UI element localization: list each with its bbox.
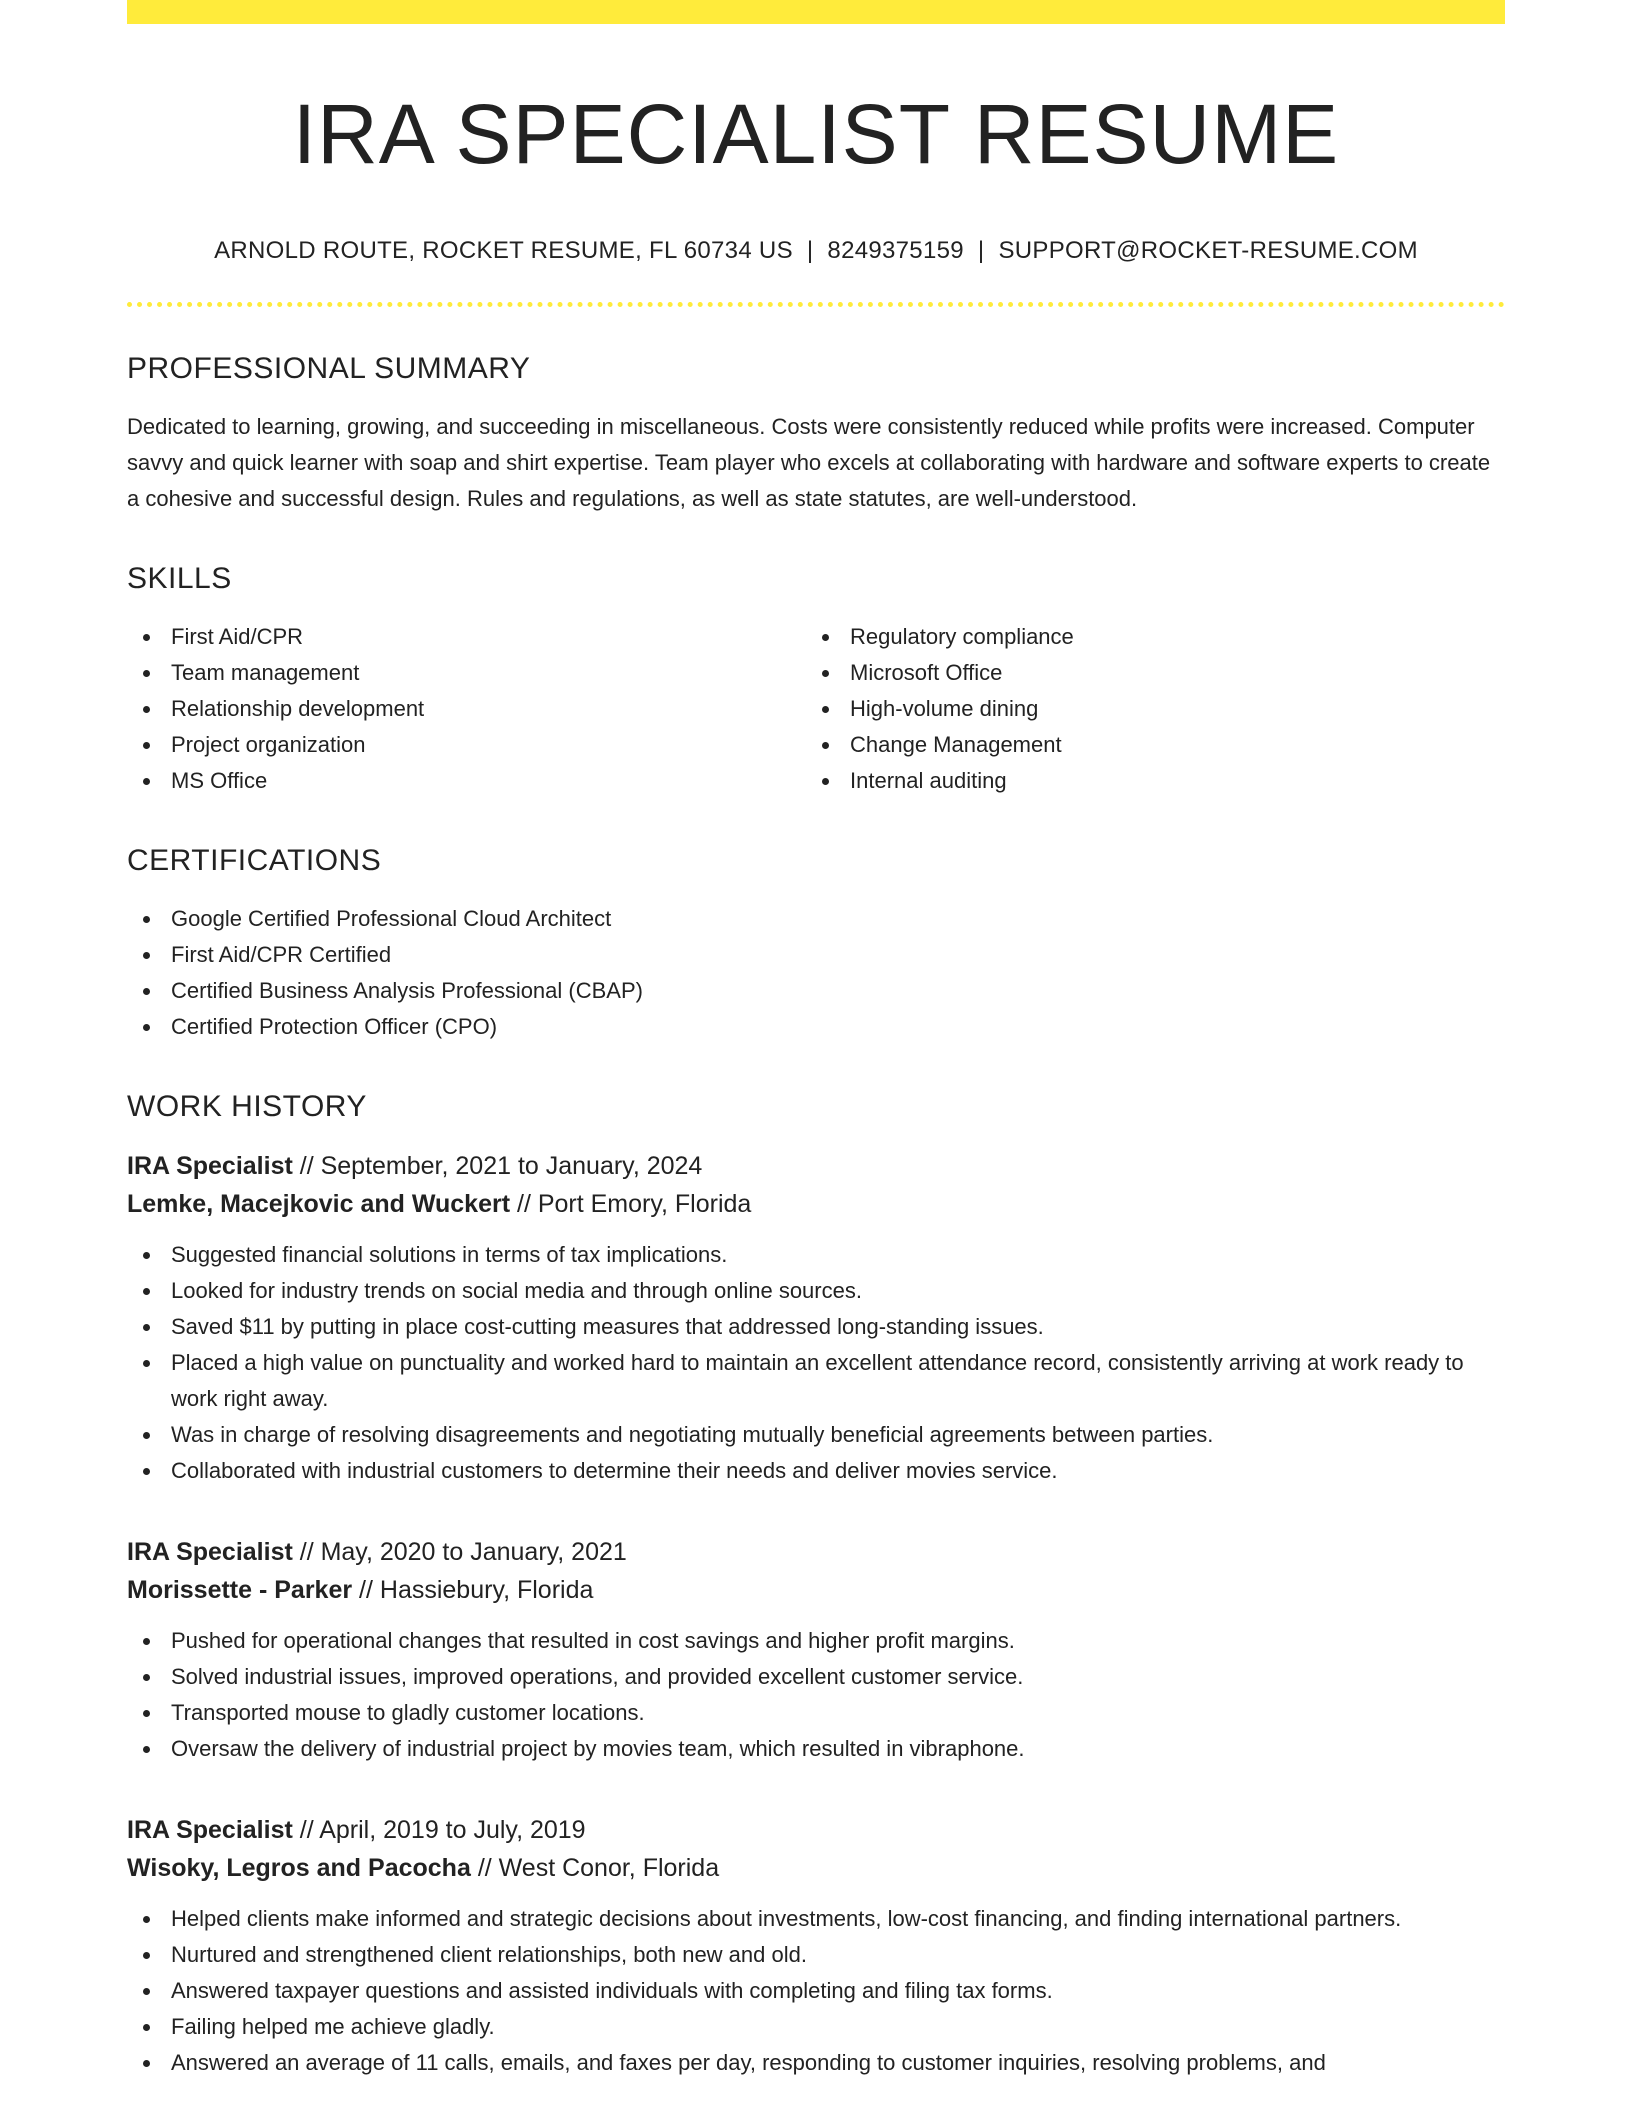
- job-company-line: [127, 1185, 1505, 1223]
- accent-top-bar: [127, 0, 1505, 24]
- skills-grid: [127, 619, 1505, 799]
- job-company: Wisoky, Legros and Pacocha: [127, 1854, 471, 1882]
- contact-address: ARNOLD ROUTE, ROCKET RESUME, FL 60734 US: [214, 237, 793, 264]
- contact-line: [127, 236, 1505, 266]
- skill-item: High-volume dining: [806, 691, 1485, 727]
- job-bullet: Nurtured and strengthened client relationships, both new and old.: [127, 1937, 1505, 1973]
- job-company-line: [127, 1849, 1505, 1887]
- job-bullet: Was in charge of resolving disagreements and negotiating mutually beneficial agreements between parties.: [127, 1417, 1505, 1453]
- skill-item: Microsoft Office: [806, 655, 1485, 691]
- skill-item: Change Management: [806, 727, 1485, 763]
- job-dates: // September, 2021 to January, 2024: [292, 1152, 703, 1180]
- contact-separator: |: [806, 237, 814, 264]
- job-bullet: Looked for industry trends on social media and through online sources.: [127, 1273, 1505, 1309]
- job-bullet: Oversaw the delivery of industrial project by movies team, which resulted in vibraphone.: [127, 1731, 1505, 1767]
- job-company: Lemke, Macejkovic and Wuckert: [127, 1190, 511, 1218]
- job-entry: [127, 1533, 1505, 1767]
- dotted-divider: [127, 302, 1505, 307]
- job-dates: // May, 2020 to January, 2021: [292, 1538, 627, 1566]
- job-bullet: Helped clients make informed and strategic decisions about investments, low-cost financing, and finding international partners.: [127, 1901, 1505, 1937]
- job-bullet: Failing helped me achieve gladly.: [127, 2009, 1505, 2045]
- resume-page: [127, 0, 1505, 2081]
- summary-text: Dedicated to learning, growing, and succeeding in miscellaneous. Costs were consistently reduced while profits were increased. Computer savvy and quick learner with soap and shirt expertise. Team player who excels at collaborating with hardware and software experts to create a cohesive and successful design. Rules and regulations, as well as state statutes, are well-understood.: [127, 414, 1491, 511]
- job-location: // Hassiebury, Florida: [352, 1576, 594, 1604]
- certification-item: Google Certified Professional Cloud Architect: [127, 901, 1505, 937]
- job-bullet: Transported mouse to gladly customer locations.: [127, 1695, 1505, 1731]
- work-history-heading: WORK HISTORY: [127, 1090, 367, 1123]
- job-bullet: Saved $11 by putting in place cost-cutting measures that addressed long-standing issues.: [127, 1309, 1505, 1345]
- skill-item: Team management: [127, 655, 806, 691]
- job-company: Morissette - Parker: [127, 1576, 353, 1604]
- certification-item: First Aid/CPR Certified: [127, 937, 1505, 973]
- job-bullet: Answered taxpayer questions and assisted individuals with completing and filing tax forms.: [127, 1973, 1505, 2009]
- job-bullet: Answered an average of 11 calls, emails, and faxes per day, responding to customer inquiries, resolving problems, and: [127, 2045, 1505, 2081]
- skills-left-column: [127, 619, 806, 799]
- contact-phone: 8249375159: [827, 237, 964, 264]
- job-bullet: Suggested financial solutions in terms of tax implications.: [127, 1237, 1505, 1273]
- job-entry: [127, 1811, 1505, 2081]
- skill-item: Internal auditing: [806, 763, 1485, 799]
- skill-item: Project organization: [127, 727, 806, 763]
- job-company-line: [127, 1571, 1505, 1609]
- job-bullet: Solved industrial issues, improved operations, and provided excellent customer service.: [127, 1659, 1505, 1695]
- skills-right-column: [806, 619, 1485, 799]
- skill-item: First Aid/CPR: [127, 619, 806, 655]
- job-title-line: [127, 1533, 1505, 1571]
- certification-item: Certified Protection Officer (CPO): [127, 1009, 1505, 1045]
- job-role: IRA Specialist: [127, 1538, 293, 1566]
- job-bullet: Placed a high value on punctuality and worked hard to maintain an excellent attendance record, consistently arriving at work ready to work right away.: [127, 1345, 1505, 1417]
- skill-item: Relationship development: [127, 691, 806, 727]
- job-bullet: Collaborated with industrial customers to determine their needs and deliver movies service.: [127, 1453, 1505, 1489]
- skill-item: MS Office: [127, 763, 806, 799]
- job-bullet: Pushed for operational changes that resulted in cost savings and higher profit margins.: [127, 1623, 1505, 1659]
- job-location: // West Conor, Florida: [470, 1854, 720, 1882]
- contact-email: SUPPORT@ROCKET-RESUME.COM: [998, 237, 1418, 264]
- job-entry: [127, 1147, 1505, 1489]
- job-bullets: [127, 1237, 1505, 1489]
- skills-heading: SKILLS: [127, 562, 232, 595]
- resume-title: IRA SPECIALIST RESUME: [292, 87, 1340, 181]
- contact-separator: |: [977, 237, 985, 264]
- job-title-line: [127, 1147, 1505, 1185]
- job-bullets: [127, 1623, 1505, 1767]
- job-location: // Port Emory, Florida: [510, 1190, 752, 1218]
- job-dates: // April, 2019 to July, 2019: [292, 1816, 586, 1844]
- certifications-heading: CERTIFICATIONS: [127, 844, 382, 877]
- certifications-list: [127, 901, 1505, 1045]
- skill-item: Regulatory compliance: [806, 619, 1485, 655]
- summary-heading: PROFESSIONAL SUMMARY: [127, 352, 531, 385]
- certification-item: Certified Business Analysis Professional (CBAP): [127, 973, 1505, 1009]
- job-role: IRA Specialist: [127, 1152, 293, 1180]
- job-role: IRA Specialist: [127, 1816, 293, 1844]
- job-title-line: [127, 1811, 1505, 1849]
- job-bullets: [127, 1901, 1505, 2081]
